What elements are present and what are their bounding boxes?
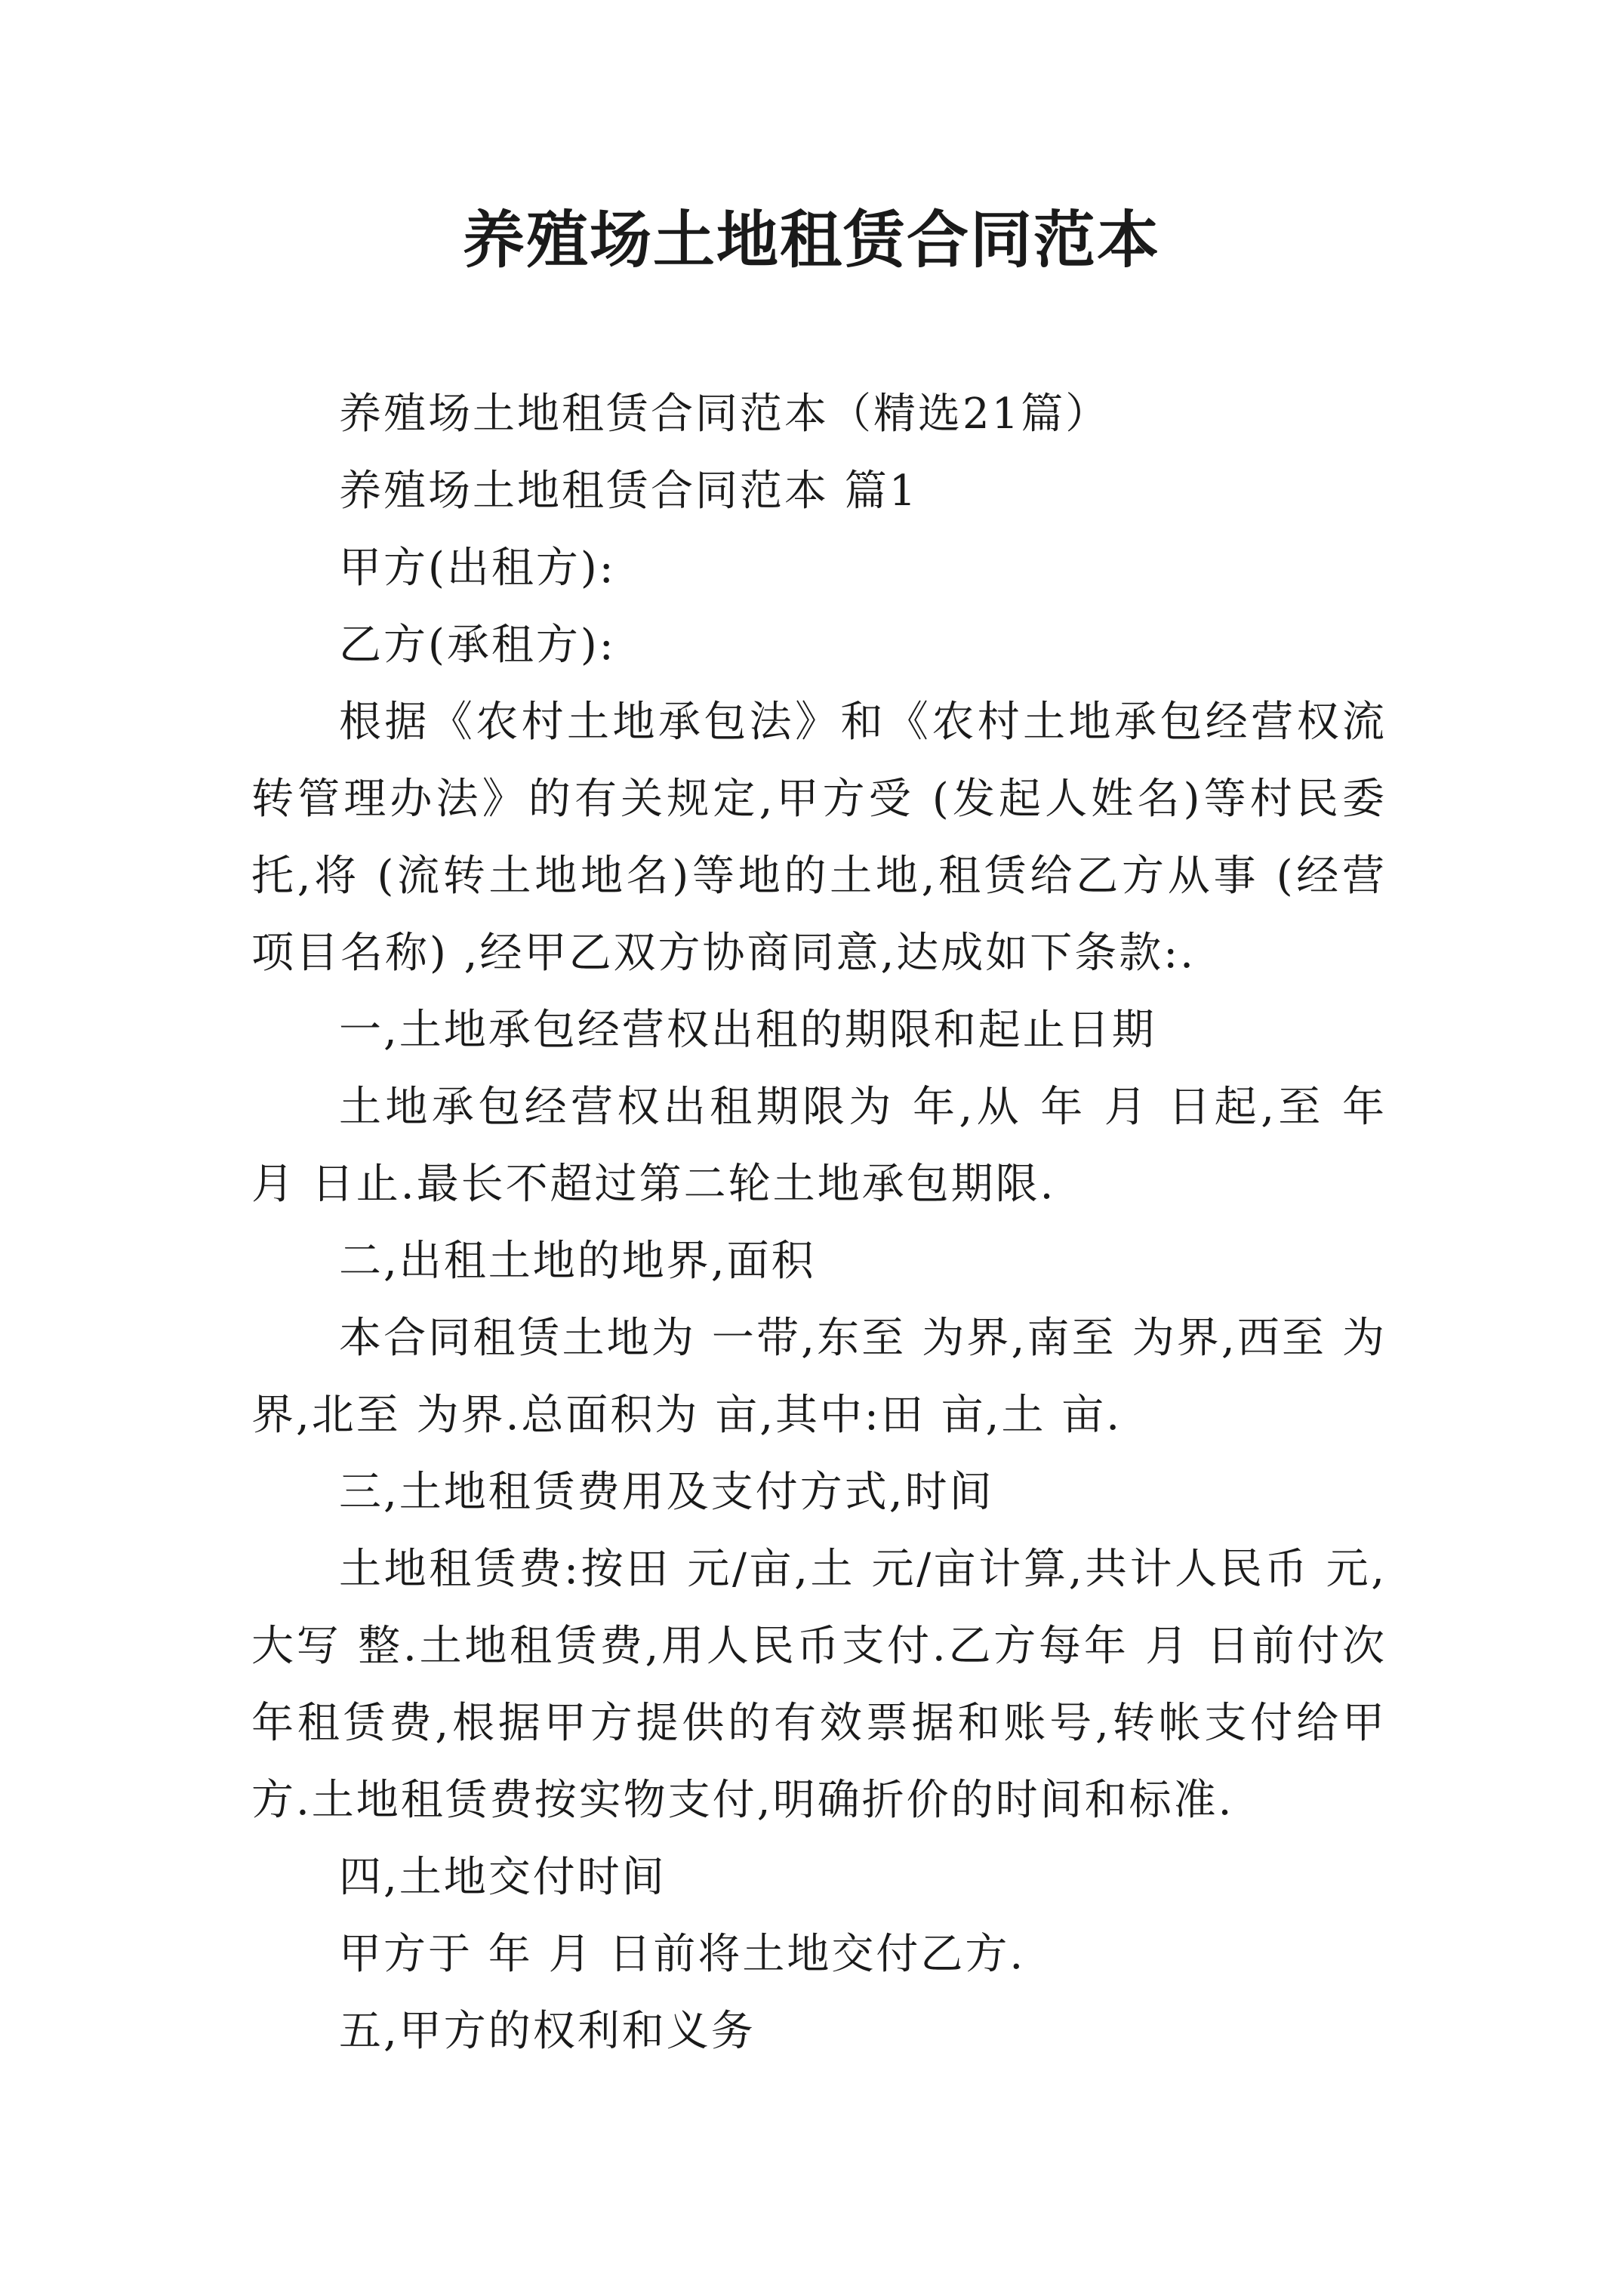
paragraph: 本合同租赁土地为 一带,东至 为界,南至 为界,西至 为界,北至 为界.总面积为 亩,其中:田 亩,土 亩. xyxy=(251,1314,1387,1440)
paragraph: 土地租赁费:按田 元/亩,土 元/亩计算,共计人民币 元,大写 整.土地租赁费,用人民币支付.乙方每年 月 日前付次年租赁费,根据甲方提供的有效票据和账号,转帐支付给甲方.土地租赁费按实物支付,明确折价的时间和标准. xyxy=(251,1545,1387,1825)
paragraph: 五,甲方的权利和义务 xyxy=(339,2007,756,2056)
paragraph: 三,土地租赁费用及支付方式,时间 xyxy=(339,1468,994,1517)
paragraph: 乙方(承租方): xyxy=(339,621,616,670)
paragraph: 四,土地交付时间 xyxy=(339,1853,667,1902)
paragraph: 土地承包经营权出租期限为 年,从 年 月 日起,至 年 月 日止.最长不超过第二轮土地承包期限. xyxy=(251,1083,1387,1209)
paragraph: 根据《农村土地承包法》和《农村土地承包经营权流转管理办法》的有关规定,甲方受 (发起人姓名)等村民委托,将 (流转土地地名)等地的土地,租赁给乙方从事 (经营项目名称) ,经甲乙双方协商同意,达成如下条款:. xyxy=(251,698,1387,978)
paragraph: 二,出租土地的地界,面积 xyxy=(339,1237,816,1286)
paragraph: 养殖场土地租赁合同范本 篇1 xyxy=(339,467,919,516)
paragraph: 养殖场土地租赁合同范本（精选21篇） xyxy=(339,390,1110,439)
paragraph: 甲方于 年 月 日前将土地交付乙方. xyxy=(339,1930,1026,1979)
document-title: 养殖场土地租赁合同范本 xyxy=(462,204,1160,276)
document-body xyxy=(251,376,1387,2070)
paragraph: 一,土地承包经营权出租的期限和起止日期 xyxy=(339,1006,1156,1055)
paragraph: 甲方(出租方): xyxy=(339,544,616,593)
